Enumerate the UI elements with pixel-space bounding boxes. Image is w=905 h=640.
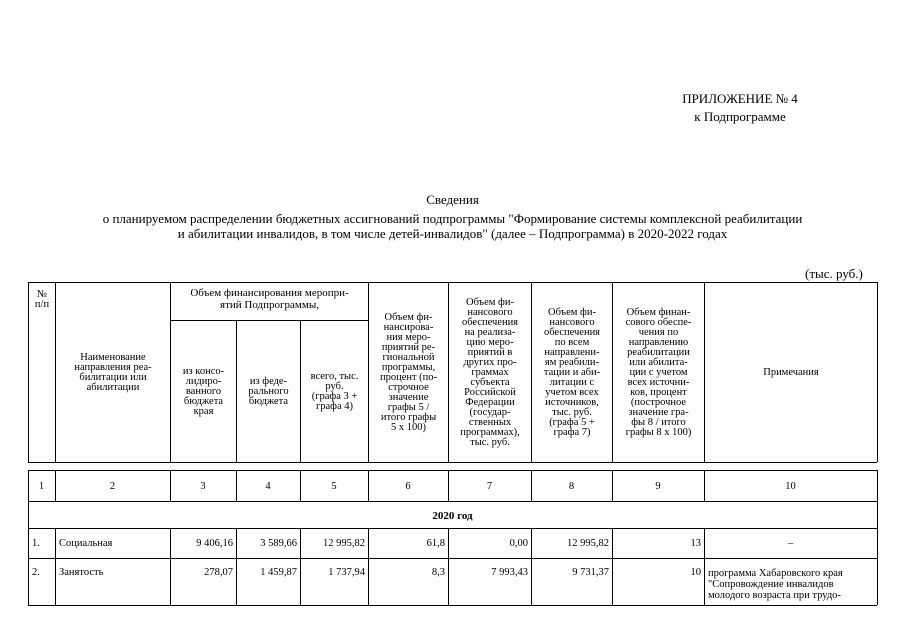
header-text-line: нансового — [467, 306, 513, 318]
header-text-line: цию меро- — [466, 336, 514, 348]
header-text-line: (построчное — [630, 396, 687, 408]
row-note-line: молодого возраста при трудо- — [708, 590, 841, 601]
header-text-line: абилитации — [86, 381, 140, 393]
header-text-line: лидиро- — [185, 375, 222, 387]
colnum-3: 3 — [200, 481, 206, 492]
row-cell: 61,8 — [426, 538, 445, 549]
header-text-line: приятий в — [467, 346, 513, 358]
header-text-line: значение гра- — [628, 406, 689, 418]
row-number: 2. — [32, 567, 40, 578]
header-text-line: тыс. руб. — [552, 406, 592, 418]
grid-line — [28, 605, 877, 606]
header-text-line: края — [193, 405, 214, 417]
header-text-line: граммах — [471, 366, 509, 378]
colnum-10: 10 — [785, 481, 796, 492]
header-text-line: сового обеспе- — [625, 316, 692, 328]
grid-line — [28, 558, 877, 559]
grid-line — [28, 501, 877, 502]
document-title — [20, 192, 885, 241]
header-text-line: ков, процент — [630, 386, 687, 398]
header-text-line: направления реа- — [74, 361, 152, 373]
colnum-8: 8 — [568, 481, 575, 492]
header-text-line: графы 5 / — [387, 401, 430, 413]
header-text-line: процент (по- — [379, 371, 438, 383]
row-number: 1. — [32, 538, 40, 549]
colnum-7: 7 — [486, 481, 493, 492]
header-text-line: строчное — [388, 381, 429, 393]
header-text-line: Объем финан- — [626, 306, 691, 318]
header-text-line: Федерации — [465, 396, 515, 408]
header-text-line: руб. — [325, 380, 344, 392]
colnum-1: 1 — [38, 481, 45, 492]
header-text-line: значение — [388, 391, 429, 403]
row-name: Занятость — [59, 567, 104, 578]
header-text-line: на реализа- — [464, 326, 516, 338]
row-cell: 1 459,87 — [260, 567, 297, 578]
row-cell: 7 993,43 — [491, 567, 528, 578]
header-text-line: или абилита- — [629, 356, 688, 368]
year-section-label: 2020 год — [432, 510, 473, 522]
header-text-line: программы, — [381, 361, 436, 373]
header-text-line: нансового — [549, 316, 595, 328]
appendix-number: ПРИЛОЖЕНИЕ № 4 — [682, 91, 798, 106]
header-text-line: учетом всех — [545, 386, 599, 398]
row-cell: 12 995,82 — [323, 538, 365, 549]
units-label: (тыс. руб.) — [805, 266, 863, 281]
header-text-line: Объем фи- — [548, 306, 596, 318]
header-text-line: реабилитации — [627, 346, 690, 358]
row-cell: 9 731,37 — [572, 567, 609, 578]
header-col-7 — [449, 283, 531, 462]
header-text-line: всех источни- — [627, 376, 690, 388]
header-text-line: бюджета — [183, 395, 224, 407]
header-col-9 — [613, 283, 704, 462]
header-col-5 — [301, 321, 368, 462]
header-text-line: нансирова- — [383, 321, 434, 333]
header-text-line: ственных — [468, 416, 512, 428]
header-text-line: Российской — [464, 386, 516, 398]
row-note — [708, 568, 883, 601]
header-text-line: ции с учетом — [629, 366, 688, 378]
header-text-line: ванного — [185, 385, 222, 397]
header-col-6 — [369, 283, 448, 462]
header-text-line: бюджета — [248, 395, 289, 407]
header-text-line: итого графы — [380, 411, 437, 423]
header-text-line: Объем фи- — [384, 311, 433, 323]
header-text-line: литации с — [549, 376, 595, 388]
row-name: Социальная — [59, 538, 113, 549]
header-text-line: ям реабили- — [544, 356, 600, 368]
row-cell: 0,00 — [509, 538, 528, 549]
row-cell: – — [787, 538, 794, 549]
row-cell: 9 406,16 — [196, 538, 233, 549]
header-text-line: программах), — [460, 426, 520, 438]
header-text-line: ния меро- — [386, 331, 431, 343]
colnum-6: 6 — [405, 481, 411, 492]
header-text-line: обеспечения — [543, 326, 601, 338]
appendix-subtitle: к Подпрограмме — [694, 109, 786, 124]
row-cell: 10 — [690, 567, 701, 578]
colnum-5: 5 — [331, 481, 337, 492]
header-text-line: Объем фи- — [466, 296, 514, 308]
header-text-line: направлени- — [544, 346, 600, 358]
header-text-line: всего, тыс. — [310, 370, 359, 382]
header-text-line: из консо- — [182, 365, 225, 377]
header-text-line: тыс. руб. — [470, 436, 510, 448]
header-text-line: обеспечения — [461, 316, 519, 328]
header-col-2 — [56, 283, 170, 462]
header-text-line: рального — [248, 385, 289, 397]
grid-line — [28, 528, 29, 605]
row-note-line: программа Хабаровского края — [708, 568, 843, 579]
row-cell: 12 995,82 — [567, 538, 609, 549]
header-col-10 — [705, 283, 877, 462]
header-text-line: (графа 5 + — [549, 416, 595, 428]
header-text-line: по всем — [554, 336, 590, 348]
grid-line — [28, 462, 877, 463]
header-text-line: билитации или — [79, 371, 147, 383]
row-cell: 3 589,66 — [260, 538, 297, 549]
grid-line — [877, 282, 878, 462]
header-text-line: чения по — [638, 326, 679, 338]
header-col-1 — [29, 290, 55, 312]
header-text-line: графа 4) — [315, 400, 354, 412]
title-line-3: и абилитации инвалидов, в том числе детей-инвалидов" (далее – Подпрограмма) в 2020-2022 годах — [177, 226, 728, 241]
row-cell: 8,3 — [431, 567, 445, 578]
grid-line — [55, 528, 56, 605]
header-text-line: фы 8 / итого — [631, 416, 686, 428]
header-text-line: Объем финансирования меропри- — [190, 287, 349, 299]
header-text-line: графа 7) — [553, 426, 591, 438]
header-col-4 — [237, 321, 300, 462]
header-text-line: № — [36, 289, 48, 300]
grid-line — [28, 528, 877, 529]
header-text-line: субъекта — [470, 376, 510, 388]
header-text-line: (государ- — [469, 406, 511, 418]
grid-line — [877, 470, 878, 501]
grid-line — [28, 470, 877, 471]
header-text-line: ятий Подпрограммы, — [220, 299, 319, 311]
header-text-line: Примечания — [763, 366, 819, 378]
appendix-header — [660, 90, 820, 126]
colnum-2: 2 — [109, 481, 116, 492]
header-text-line: приятий ре- — [381, 341, 436, 353]
header-text-line: из феде- — [249, 375, 288, 387]
header-col-8 — [532, 283, 612, 462]
colnum-9: 9 — [655, 481, 661, 492]
row-cell: 13 — [690, 538, 701, 549]
header-text-line: графы 8 х 100) — [625, 426, 692, 438]
row-cell: 278,07 — [204, 567, 233, 578]
colnum-4: 4 — [265, 481, 271, 492]
header-text-line: п/п — [34, 299, 50, 310]
header-text-line: гиональной — [382, 351, 435, 363]
title-line-2: о планируемом распределении бюджетных ассигнований подпрограммы "Формирование системы комплексной реабилитации — [102, 211, 803, 226]
header-text-line: тации и аби- — [543, 366, 601, 378]
row-note-line: "Сопровождение инвалидов — [708, 579, 834, 590]
header-text-line: 5 х 100) — [391, 421, 426, 433]
header-text-line: источников, — [545, 396, 599, 408]
header-col-3 — [171, 321, 236, 462]
header-text-line: (графа 3 + — [311, 390, 358, 402]
header-text-line: направлению — [628, 336, 689, 348]
header-text-line: Наименование — [80, 351, 146, 363]
row-cell: 1 737,94 — [328, 567, 365, 578]
header-text-line: других про- — [463, 356, 517, 368]
header-group-financing — [171, 287, 368, 317]
title-line-1: Сведения — [426, 192, 479, 207]
